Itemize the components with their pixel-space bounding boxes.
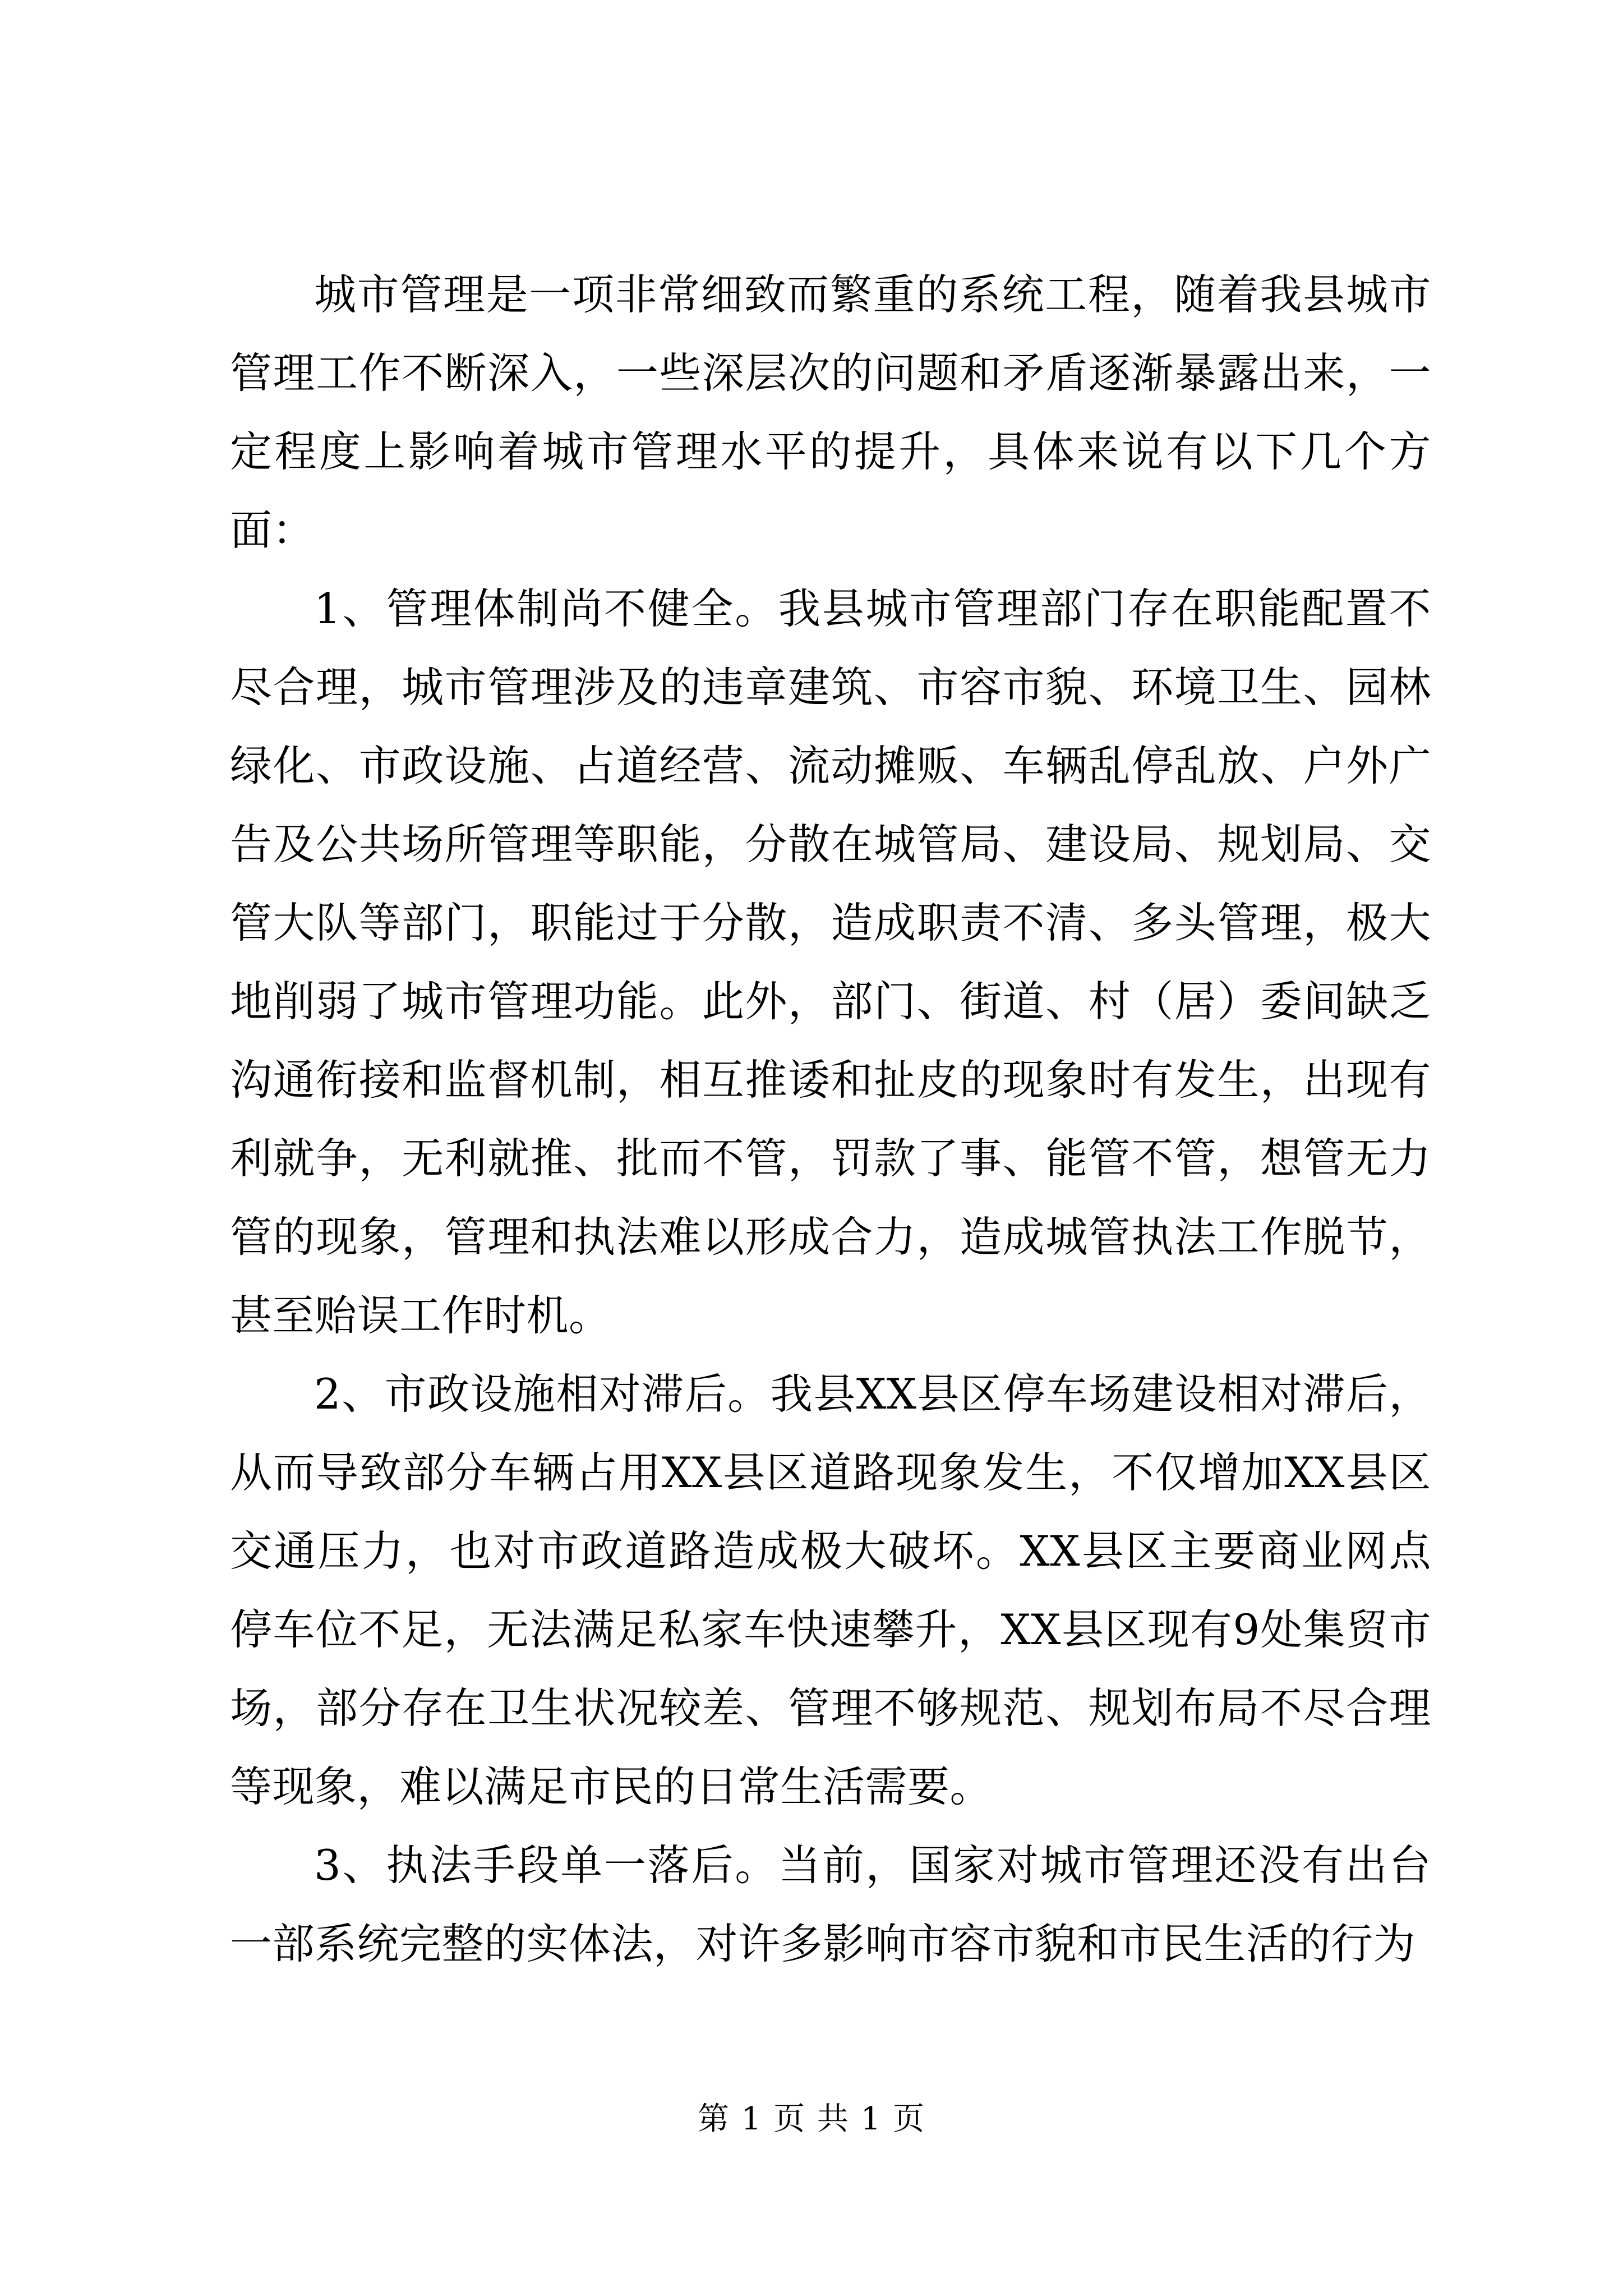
paragraph-item-3: 3、执法手段单一落后。当前，国家对城市管理还没有出台一部系统完整的实体法，对许多影响市容市貌和市民生活的行为 xyxy=(230,1841,1431,1968)
page-footer: 第 1 页 共 1 页 xyxy=(697,2101,926,2137)
document-body xyxy=(230,255,1431,1983)
paragraph-item-1: 1、管理体制尚不健全。我县城市管理部门存在职能配置不尽合理，城市管理涉及的违章建筑、市容市貌、环境卫生、园林绿化、市政设施、占道经营、流动摊贩、车辆乱停乱放、户外广告及公共场所管理等职能，分散在城管局、建设局、规划局、交管大队等部门，职能过于分散，造成职责不清、多头管理，极大地削弱了城市管理功能。此外，部门、街道、村（居）委间缺乏沟通衔接和监督机制，相互推诿和扯皮的现象时有发生，出现有利就争，无利就推、批而不管，罚款了事、能管不管，想管无力管的现象，管理和执法难以形成合力，造成城管执法工作脱节，甚至贻误工作时机。 xyxy=(230,584,1431,1340)
paragraph-item-2: 2、市政设施相对滞后。我县XX县区停车场建设相对滞后，从而导致部分车辆占用XX县区道路现象发生，不仅增加XX县区交通压力，也对市政道路造成极大破坏。XX县区主要商业网点停车位不足，无法满足私家车快速攀升，XX县区现有9处集贸市场，部分存在卫生状况较差、管理不够规范、规划布局不尽合理等现象，难以满足市民的日常生活需要。 xyxy=(230,1369,1431,1811)
paragraph-intro: 城市管理是一项非常细致而繁重的系统工程，随着我县城市管理工作不断深入，一些深层次的问题和矛盾逐渐暴露出来，一定程度上影响着城市管理水平的提升，具体来说有以下几个方面： xyxy=(230,270,1431,555)
